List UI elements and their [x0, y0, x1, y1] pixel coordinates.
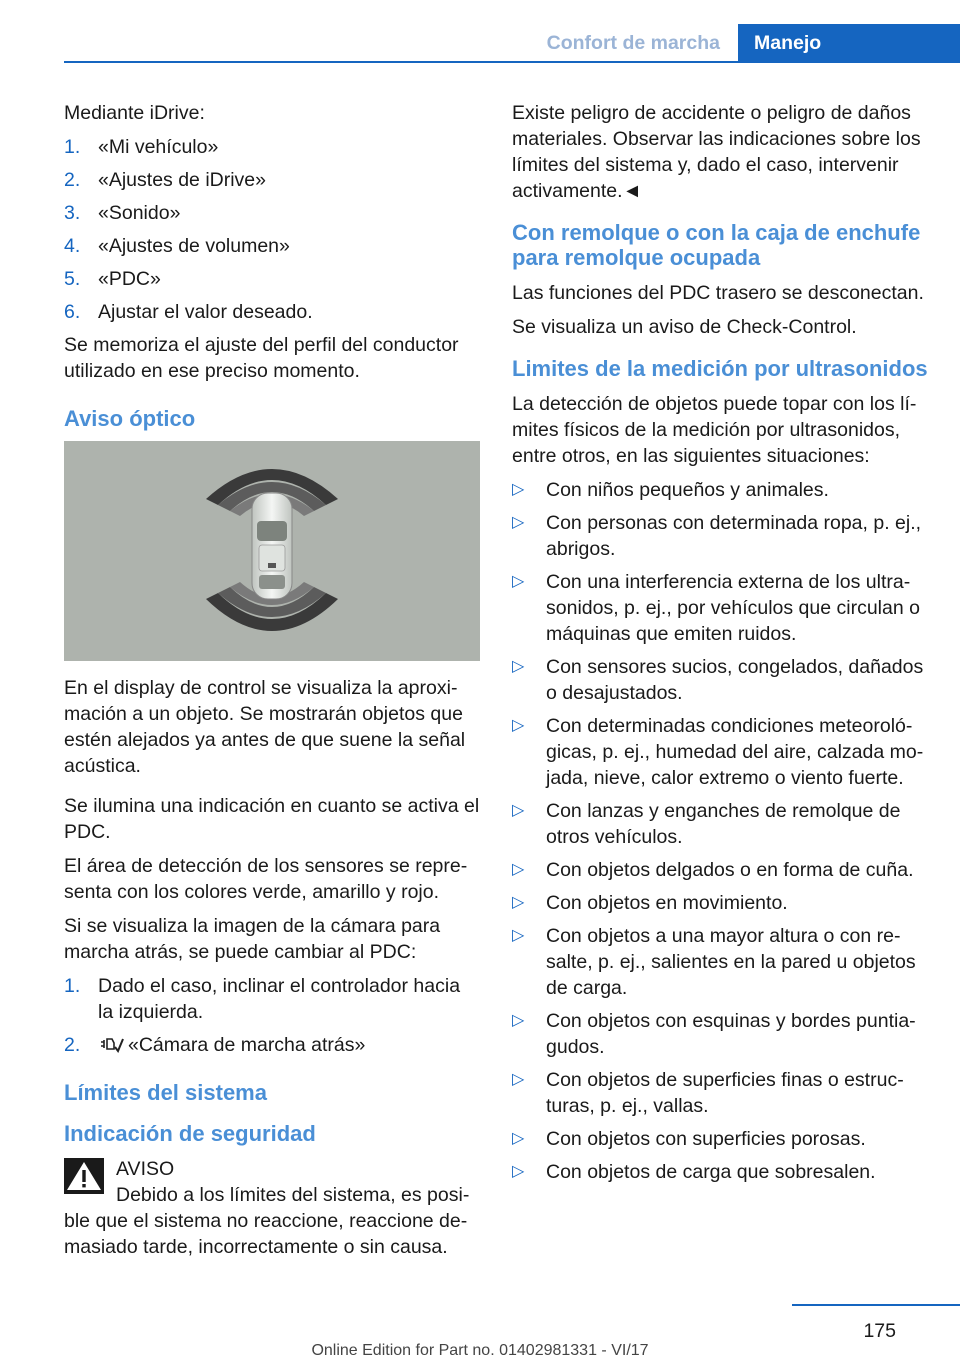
footer-rule: [792, 1304, 960, 1306]
step-number: 1.: [64, 136, 81, 158]
trailer-text-2: Se visualiza un aviso de Check-Control.: [512, 316, 857, 338]
ultrasonic-intro: La detección de objetos puede topar con los límites físicos de la medición por ultrasonidos, entre otros, en las siguientes situaciones:: [512, 393, 917, 467]
warning-body: Debido a los límites del sistema, es posible que el sistema no reaccione, reaccione demasiado tarde, incorrectamente o sin causa.: [64, 1184, 470, 1258]
list-item: [64, 299, 480, 325]
warning-block: [64, 1156, 480, 1260]
bullet-triangle-icon: ▷: [512, 717, 525, 734]
pdc-display-figure: [64, 441, 480, 661]
list-item: [64, 1032, 480, 1058]
list-item: [512, 713, 928, 791]
step-number: 4.: [64, 235, 81, 257]
step-text: Ajustar el valor deseado.: [98, 301, 313, 323]
left-column: [64, 100, 480, 1268]
bullet-triangle-icon: ▷: [512, 1012, 525, 1029]
list-item: [512, 1126, 928, 1152]
bullet-triangle-icon: ▷: [512, 481, 525, 498]
step-text: «Ajustes de iDrive»: [98, 169, 266, 191]
list-item: [64, 266, 480, 292]
bullet-text: Con objetos de carga que sobresalen.: [546, 1161, 876, 1183]
step-text: «PDC»: [98, 268, 161, 290]
bullet-text: Con objetos con esquinas y bordes puntiagudos.: [546, 1010, 916, 1058]
step-number: 3.: [64, 202, 81, 224]
heading-trailer: Con remolque o con la caja de enchufe para remolque ocupada: [512, 220, 921, 270]
step-number: 2.: [64, 1034, 81, 1056]
header-section-label: Confort de marcha: [546, 32, 720, 54]
bullet-triangle-icon: ▷: [512, 573, 525, 590]
header-rule: [64, 61, 960, 63]
intro-text: Mediante iDrive:: [64, 102, 205, 124]
car-top-view: [252, 493, 292, 599]
list-item: [512, 857, 928, 883]
warning-continuation: Existe peligro de accidente o peligro de daños materiales. Observar las indicaciones sobre los límites del sistema y, dado el caso, intervenir activamente.◄: [512, 102, 921, 202]
car-sensor-illustration: [64, 441, 480, 661]
bullet-text: Con objetos a una mayor altura o con resalte, p. ej., salientes en la pared u objetos de carga.: [546, 925, 916, 999]
list-item: [64, 134, 480, 160]
camera-switch-text: Si se visualiza la imagen de la cámara para marcha atrás, se puede cambiar al PDC:: [64, 915, 441, 963]
bullet-triangle-icon: ▷: [512, 802, 525, 819]
heading-safety-notice: Indicación de seguridad: [64, 1121, 316, 1146]
list-item: [512, 654, 928, 706]
step-text: «Cámara de marcha atrás»: [128, 1034, 366, 1056]
heading-optical-warning: Aviso óptico: [64, 406, 196, 431]
step-number: 1.: [64, 975, 81, 997]
bullet-text: Con objetos en movimiento.: [546, 892, 788, 914]
header-chapter-tab: Manejo: [738, 24, 960, 62]
list-item: [64, 973, 480, 1025]
list-item: [512, 890, 928, 916]
list-item: [512, 798, 928, 850]
list-item: [512, 1008, 928, 1060]
list-item: [64, 200, 480, 226]
bullet-text: Con objetos con superficies porosas.: [546, 1128, 866, 1150]
bullet-text: Con lanzas y enganches de remolque de otros vehículos.: [546, 800, 901, 848]
bullet-text: Con determinadas condiciones meteorológicas, p. ej., humedad del aire, calzada mojada, nieve, calor extremo o viento fuerte.: [546, 715, 924, 789]
figure-caption: En el display de control se visualiza la aproximación a un objeto. Se mostrarán objetos que estén alejados ya antes de que suene la señal acústica.: [64, 677, 466, 777]
step-text: Dado el caso, inclinar el controlador hacia la izquierda.: [98, 975, 461, 1023]
step-text: «Ajustes de volumen»: [98, 235, 290, 257]
heading-ultrasonic-limits: Limites de la medición por ultrasonidos: [512, 356, 928, 381]
list-item: [512, 923, 928, 1001]
warning-title: AVISO: [116, 1158, 175, 1180]
bullet-triangle-icon: ▷: [512, 894, 525, 911]
page-header: [520, 24, 960, 62]
bullet-text: Con personas con determinada ropa, p. ej., abrigos.: [546, 512, 922, 560]
step-text: «Sonido»: [98, 202, 181, 224]
pdc-camera-icon: [98, 1033, 124, 1055]
bullet-triangle-icon: ▷: [512, 514, 525, 531]
bullet-text: Con sensores sucios, congelados, dañados o desajustados.: [546, 656, 924, 704]
light-indication-text: Se ilumina una indicación en cuanto se activa el PDC.: [64, 795, 480, 843]
warning-triangle-icon: [64, 1158, 104, 1194]
list-item: [512, 510, 928, 562]
bullet-triangle-icon: ▷: [512, 927, 525, 944]
list-item: [512, 569, 928, 647]
detection-area-text: El área de detección de los sensores se representa con los colores verde, amarillo y rojo.: [64, 855, 468, 903]
list-item: [64, 233, 480, 259]
bullet-triangle-icon: ▷: [512, 1163, 525, 1180]
bullet-triangle-icon: ▷: [512, 1071, 525, 1088]
bullet-triangle-icon: ▷: [512, 1130, 525, 1147]
limitations-list: [512, 477, 928, 1185]
step-number: 6.: [64, 301, 81, 323]
list-item: [512, 1159, 928, 1185]
bullet-text: Con niños pequeños y animales.: [546, 479, 829, 501]
bullet-triangle-icon: ▷: [512, 658, 525, 675]
bullet-text: Con objetos delgados o en forma de cuña.: [546, 859, 914, 881]
step-text: «Mi vehículo»: [98, 136, 219, 158]
footer-edition: Online Edition for Part no. 01402981331 - VI/17: [311, 1342, 649, 1359]
list-item: [512, 1067, 928, 1119]
heading-system-limits: Límites del sistema: [64, 1080, 267, 1105]
list-item: [512, 477, 928, 503]
step-number: 5.: [64, 268, 81, 290]
list-item: [64, 167, 480, 193]
page-number: 175: [863, 1320, 896, 1342]
bullet-text: Con una interferencia externa de los ultrasonidos, p. ej., por vehículos que circulan o máquinas que emiten ruidos.: [546, 571, 920, 645]
bullet-triangle-icon: ▷: [512, 861, 525, 878]
idrive-steps: [64, 134, 480, 325]
trailer-text-1: Las funciones del PDC trasero se desconectan.: [512, 282, 924, 304]
camera-steps: [64, 973, 480, 1058]
memo-text: Se memoriza el ajuste del perfil del conductor utilizado en ese preciso momento.: [64, 334, 459, 382]
right-column: [512, 100, 928, 1192]
bullet-text: Con objetos de superficies finas o estructuras, p. ej., vallas.: [546, 1069, 904, 1117]
step-number: 2.: [64, 169, 81, 191]
